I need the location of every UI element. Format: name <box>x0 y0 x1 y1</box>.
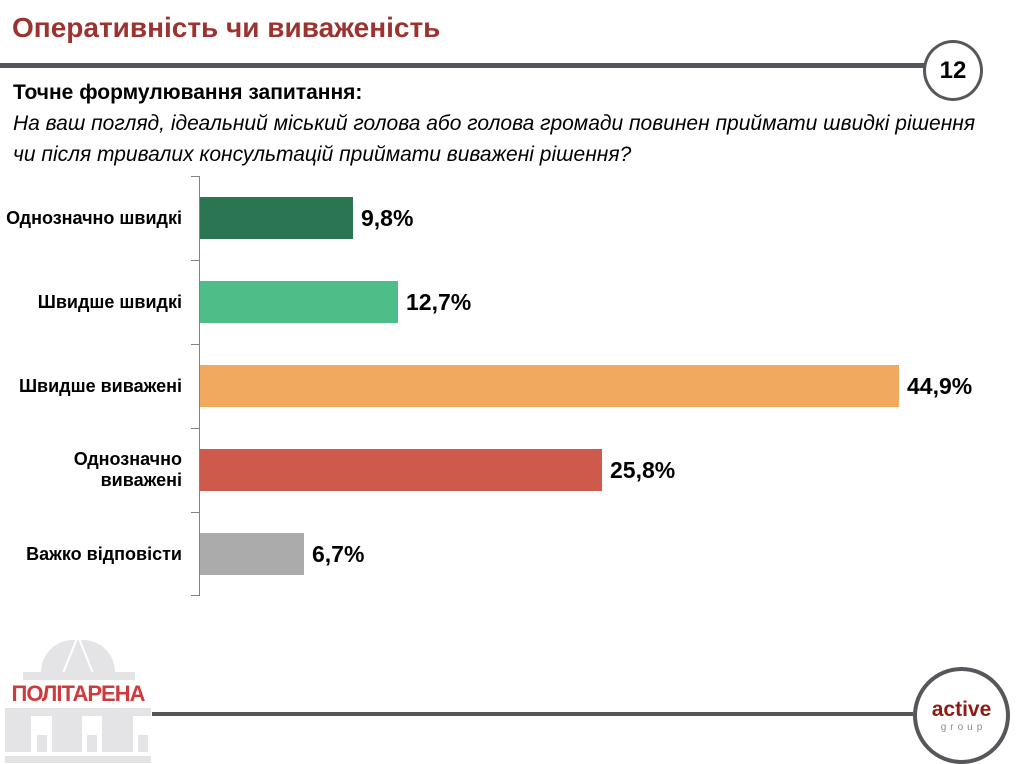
chart-row <box>0 512 1024 596</box>
building-post <box>37 735 47 752</box>
building-dome-icon <box>41 640 115 672</box>
top-divider-line <box>0 63 926 68</box>
value-label: 44,9% <box>907 372 973 399</box>
page-number-badge <box>923 40 983 101</box>
politarena-logo <box>3 632 153 763</box>
building-column <box>102 716 133 752</box>
category-label: Важко відповісти <box>26 543 182 564</box>
bottom-divider-line <box>152 712 913 716</box>
building-column <box>5 716 31 752</box>
bar <box>200 449 602 491</box>
page-number: 12 <box>939 56 967 84</box>
slide-title: Оперативність чи виваженість <box>12 12 441 43</box>
active-group-subname: group <box>940 721 987 733</box>
category-label: Однозначно виважені <box>73 449 182 490</box>
value-label: 25,8% <box>610 456 676 483</box>
chart-row <box>0 344 1024 428</box>
building-beam <box>5 708 151 716</box>
building-step <box>23 672 135 680</box>
bar <box>200 365 899 407</box>
building-column <box>52 716 82 752</box>
value-label: 9,8% <box>361 204 414 231</box>
category-label: Швидше виважені <box>18 375 182 396</box>
building-columns <box>5 716 151 752</box>
active-group-name: active <box>931 697 992 721</box>
value-label: 6,7% <box>312 540 365 567</box>
active-group-logo <box>913 667 1010 764</box>
bar-chart <box>0 176 1024 596</box>
building-base <box>5 756 151 763</box>
bar <box>200 281 398 323</box>
bar <box>200 197 353 239</box>
chart-row <box>0 176 1024 260</box>
question-text: На ваш погляд, ідеальний міський голова або голова громади повинен приймати швидкі рішення чи після тривалих консультацій приймати виважені рішення? <box>13 112 976 166</box>
category-label: Швидше швидкі <box>37 291 182 312</box>
building-post <box>87 735 97 752</box>
chart-row <box>0 260 1024 344</box>
bar <box>200 533 304 575</box>
chart-row <box>0 428 1024 512</box>
value-label: 12,7% <box>406 288 472 315</box>
politarena-logo-text: ПОЛІТАРЕНА <box>11 681 145 706</box>
building-post <box>138 735 148 752</box>
question-heading: Точне формулювання запитання: <box>13 81 363 104</box>
category-label: Однозначно швидкі <box>6 207 182 228</box>
